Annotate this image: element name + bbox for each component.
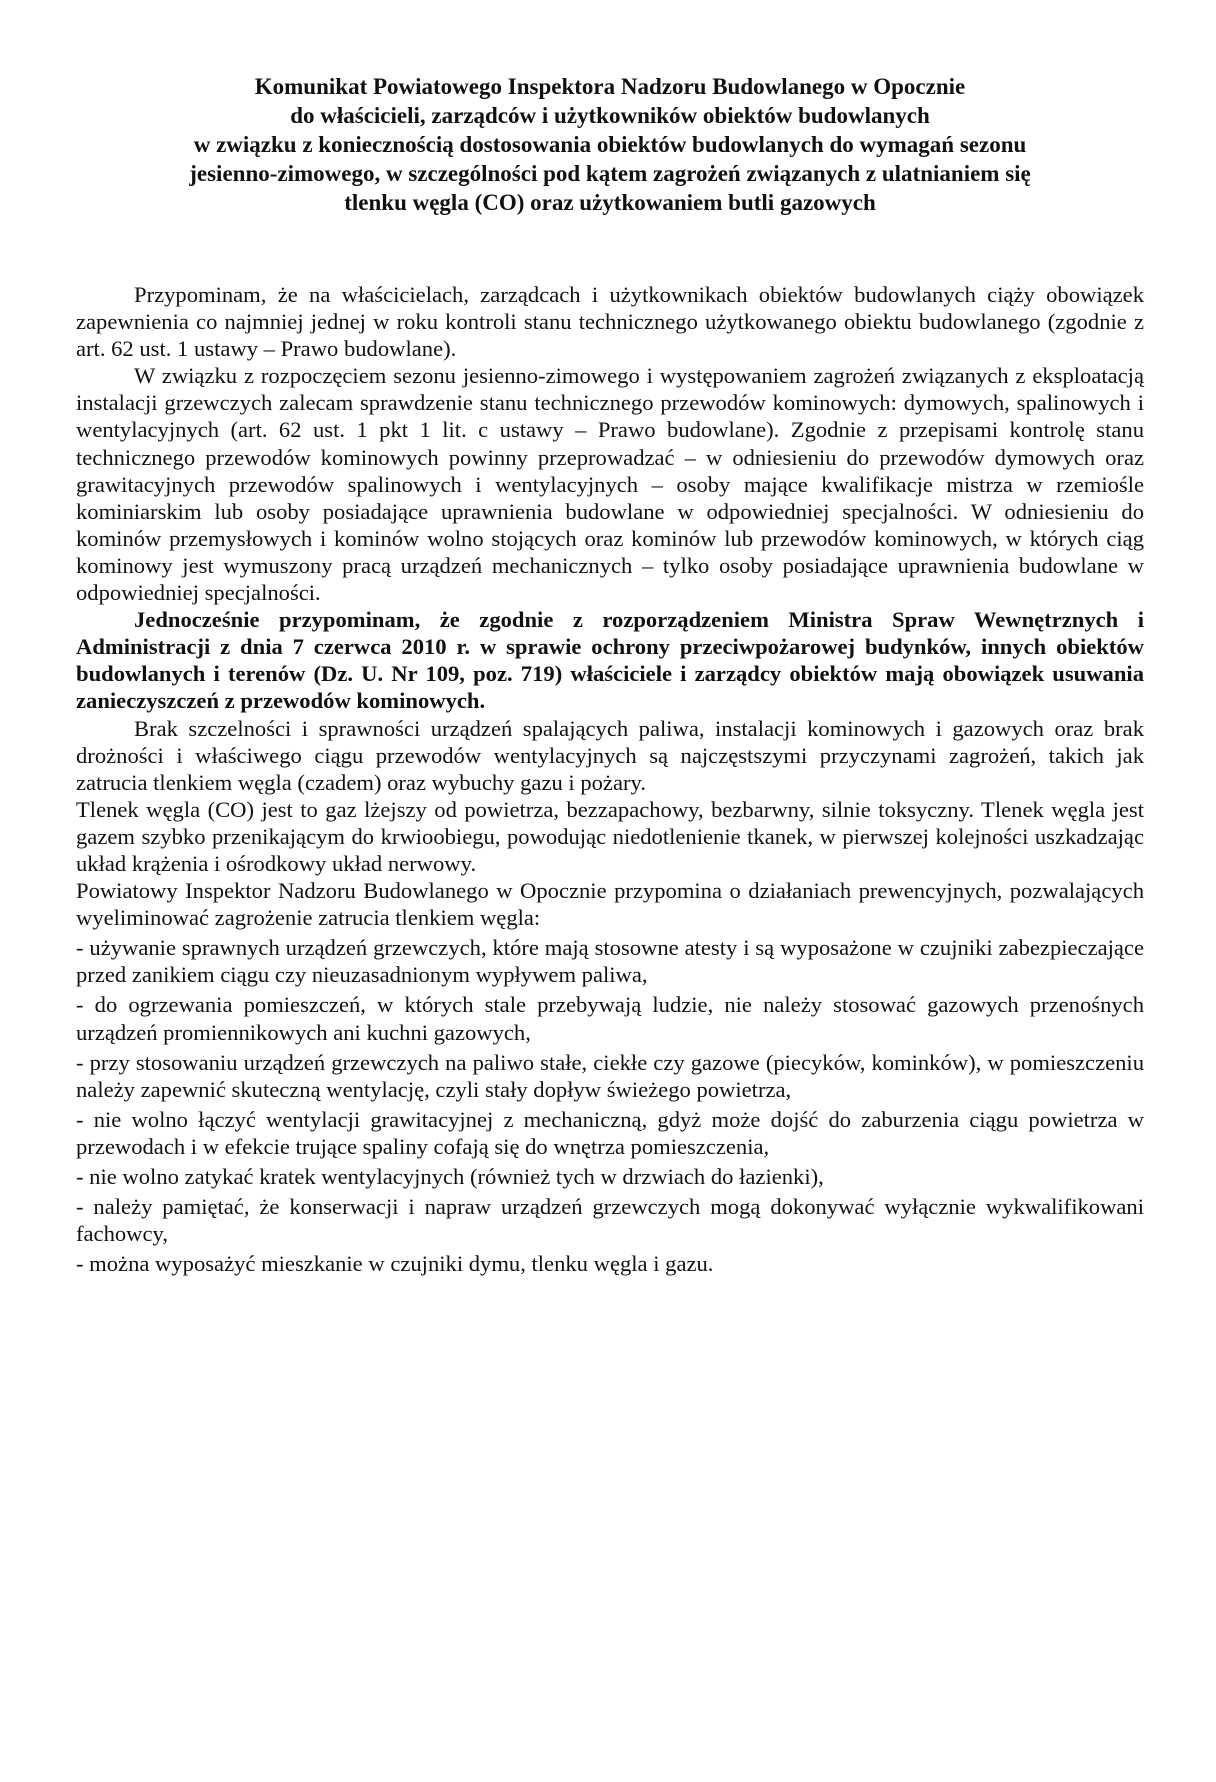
list-item: - do ogrzewania pomieszczeń, w których stale przebywają ludzie, nie należy stosować gazowych przenośnych urządzeń promiennikowych ani kuchni gazowych, [76, 992, 1144, 1045]
paragraph-chimney-inspection: W związku z rozpoczęciem sezonu jesienno-zimowego i występowaniem zagrożeń związanych z eksploatacją instalacji grzewczych zalecam sprawdzenie stanu technicznego przewodów kominowych: dymowych, spalinowych i wentylacyjnych (art. 62 ust. 1 pkt 1 lit. c ustawy – Prawo budowlane). Zgodnie z przepisami kontrolę stanu technicznego przewodów kominowych powinny przeprowadzać – w odniesieniu do przewodów dymowych oraz grawitacyjnych przewodów spalinowych i wentylacyjnych – osoby mające kwalifikacje mistrza w rzemiośle kominiarskim lub osoby posiadające uprawnienia budowlane w odpowiedniej specjalności. W odniesieniu do kominów przemysłowych i kominów wolno stojących oraz kominów lub przewodów kominowych, w których ciąg kominowy jest wymuszony pracą urządzeń mechanicznych – tylko osoby posiadające uprawnienia budowlane w odpowiedniej specjalności. [76, 363, 1144, 606]
paragraph-hazard-causes: Brak szczelności i sprawności urządzeń spalających paliwa, instalacji kominowych i gazowych oraz brak drożności i właściwego ciągu przewodów wentylacyjnych są najczęstszymi przyczynami zagrożeń, takich jak zatrucia tlenkiem węgla (czadem) oraz wybuchy gazu i pożary. [76, 715, 1144, 795]
title-line: tlenku węgla (CO) oraz użytkowaniem butli gazowych [344, 190, 876, 215]
title-line: do właścicieli, zarządców i użytkowników obiektów budowlanych [290, 103, 930, 128]
paragraph-carbon-monoxide: Tlenek węgla (CO) jest to gaz lżejszy od powietrza, bezzapachowy, bezbarwny, silnie toksyczny. Tlenek węgla jest gazem szybko przenikającym do krwioobiegu, powodując niedotlenienie tkanek, w pierwszej kolejności uszkadzając układ krążenia i ośrodkowy układ nerwowy. [76, 796, 1144, 876]
list-item: - nie wolno zatykać kratek wentylacyjnych (również tych w drzwiach do łazienki), [76, 1164, 824, 1189]
title-line: Komunikat Powiatowego Inspektora Nadzoru Budowlanego w Opocznie [254, 74, 966, 99]
list-item: - należy pamiętać, że konserwacji i napraw urządzeń grzewczych mogą dokonywać wyłącznie wykwalifikowani fachowcy, [76, 1194, 1144, 1247]
title-line: jesienno-zimowego, w szczególności pod kątem zagrożeń związanych z ulatnianiem się [189, 161, 1031, 186]
title-line: w związku z koniecznością dostosowania obiektów budowlanych do wymagań sezonu [193, 132, 1027, 157]
list-item: - nie wolno łączyć wentylacji grawitacyjnej z mechaniczną, gdyż może dojść do zaburzenia ciągu powietrza w przewodach i w efekcie trujące spaliny cofają się do wnętrza pomieszczenia, [76, 1106, 1144, 1159]
paragraph-prevention-intro: Powiatowy Inspektor Nadzoru Budowlanego w Opocznie przypomina o działaniach prewencyjnych, pozwalających wyeliminować zagrożenie zatrucia tlenkiem węgla: [76, 878, 1144, 931]
list-item: - przy stosowaniu urządzeń grzewczych na paliwo stałe, ciekłe czy gazowe (piecyków, kominków), w pomieszczeniu należy zapewnić skuteczną wentylację, czyli stały dopływ świeżego powietrza, [76, 1049, 1144, 1102]
list-item: - można wyposażyć mieszkanie w czujniki dymu, tlenku węgla i gazu. [76, 1251, 714, 1277]
paragraph-regulation-notice: Jednocześnie przypominam, że zgodnie z rozporządzeniem Ministra Spraw Wewnętrznych i Administracji z dnia 7 czerwca 2010 r. w sprawie ochrony przeciwpożarowej budynków, innych obiektów budowlanych i terenów (Dz. U. Nr 109, poz. 719) właściciele i zarządcy obiektów mają obowiązek usuwania zanieczyszczeń z przewodów kominowych. [76, 607, 1144, 714]
paragraph-inspection-duty: Przypominam, że na właścicielach, zarządcach i użytkownikach obiektów budowlanych ciąży obowiązek zapewnienia co najmniej jednej w roku kontroli stanu technicznego użytkowanego obiektu budowlanego (zgodnie z art. 62 ust. 1 ustawy – Prawo budowlane). [76, 282, 1144, 362]
document-body [76, 281, 1144, 1277]
list-item: - używanie sprawnych urządzeń grzewczych, które mają stosowne atesty i są wyposażone w czujniki zabezpieczające przed zanikiem ciągu czy nieuzasadnionym wypływem paliwa, [76, 935, 1144, 988]
document-title [76, 72, 1144, 217]
